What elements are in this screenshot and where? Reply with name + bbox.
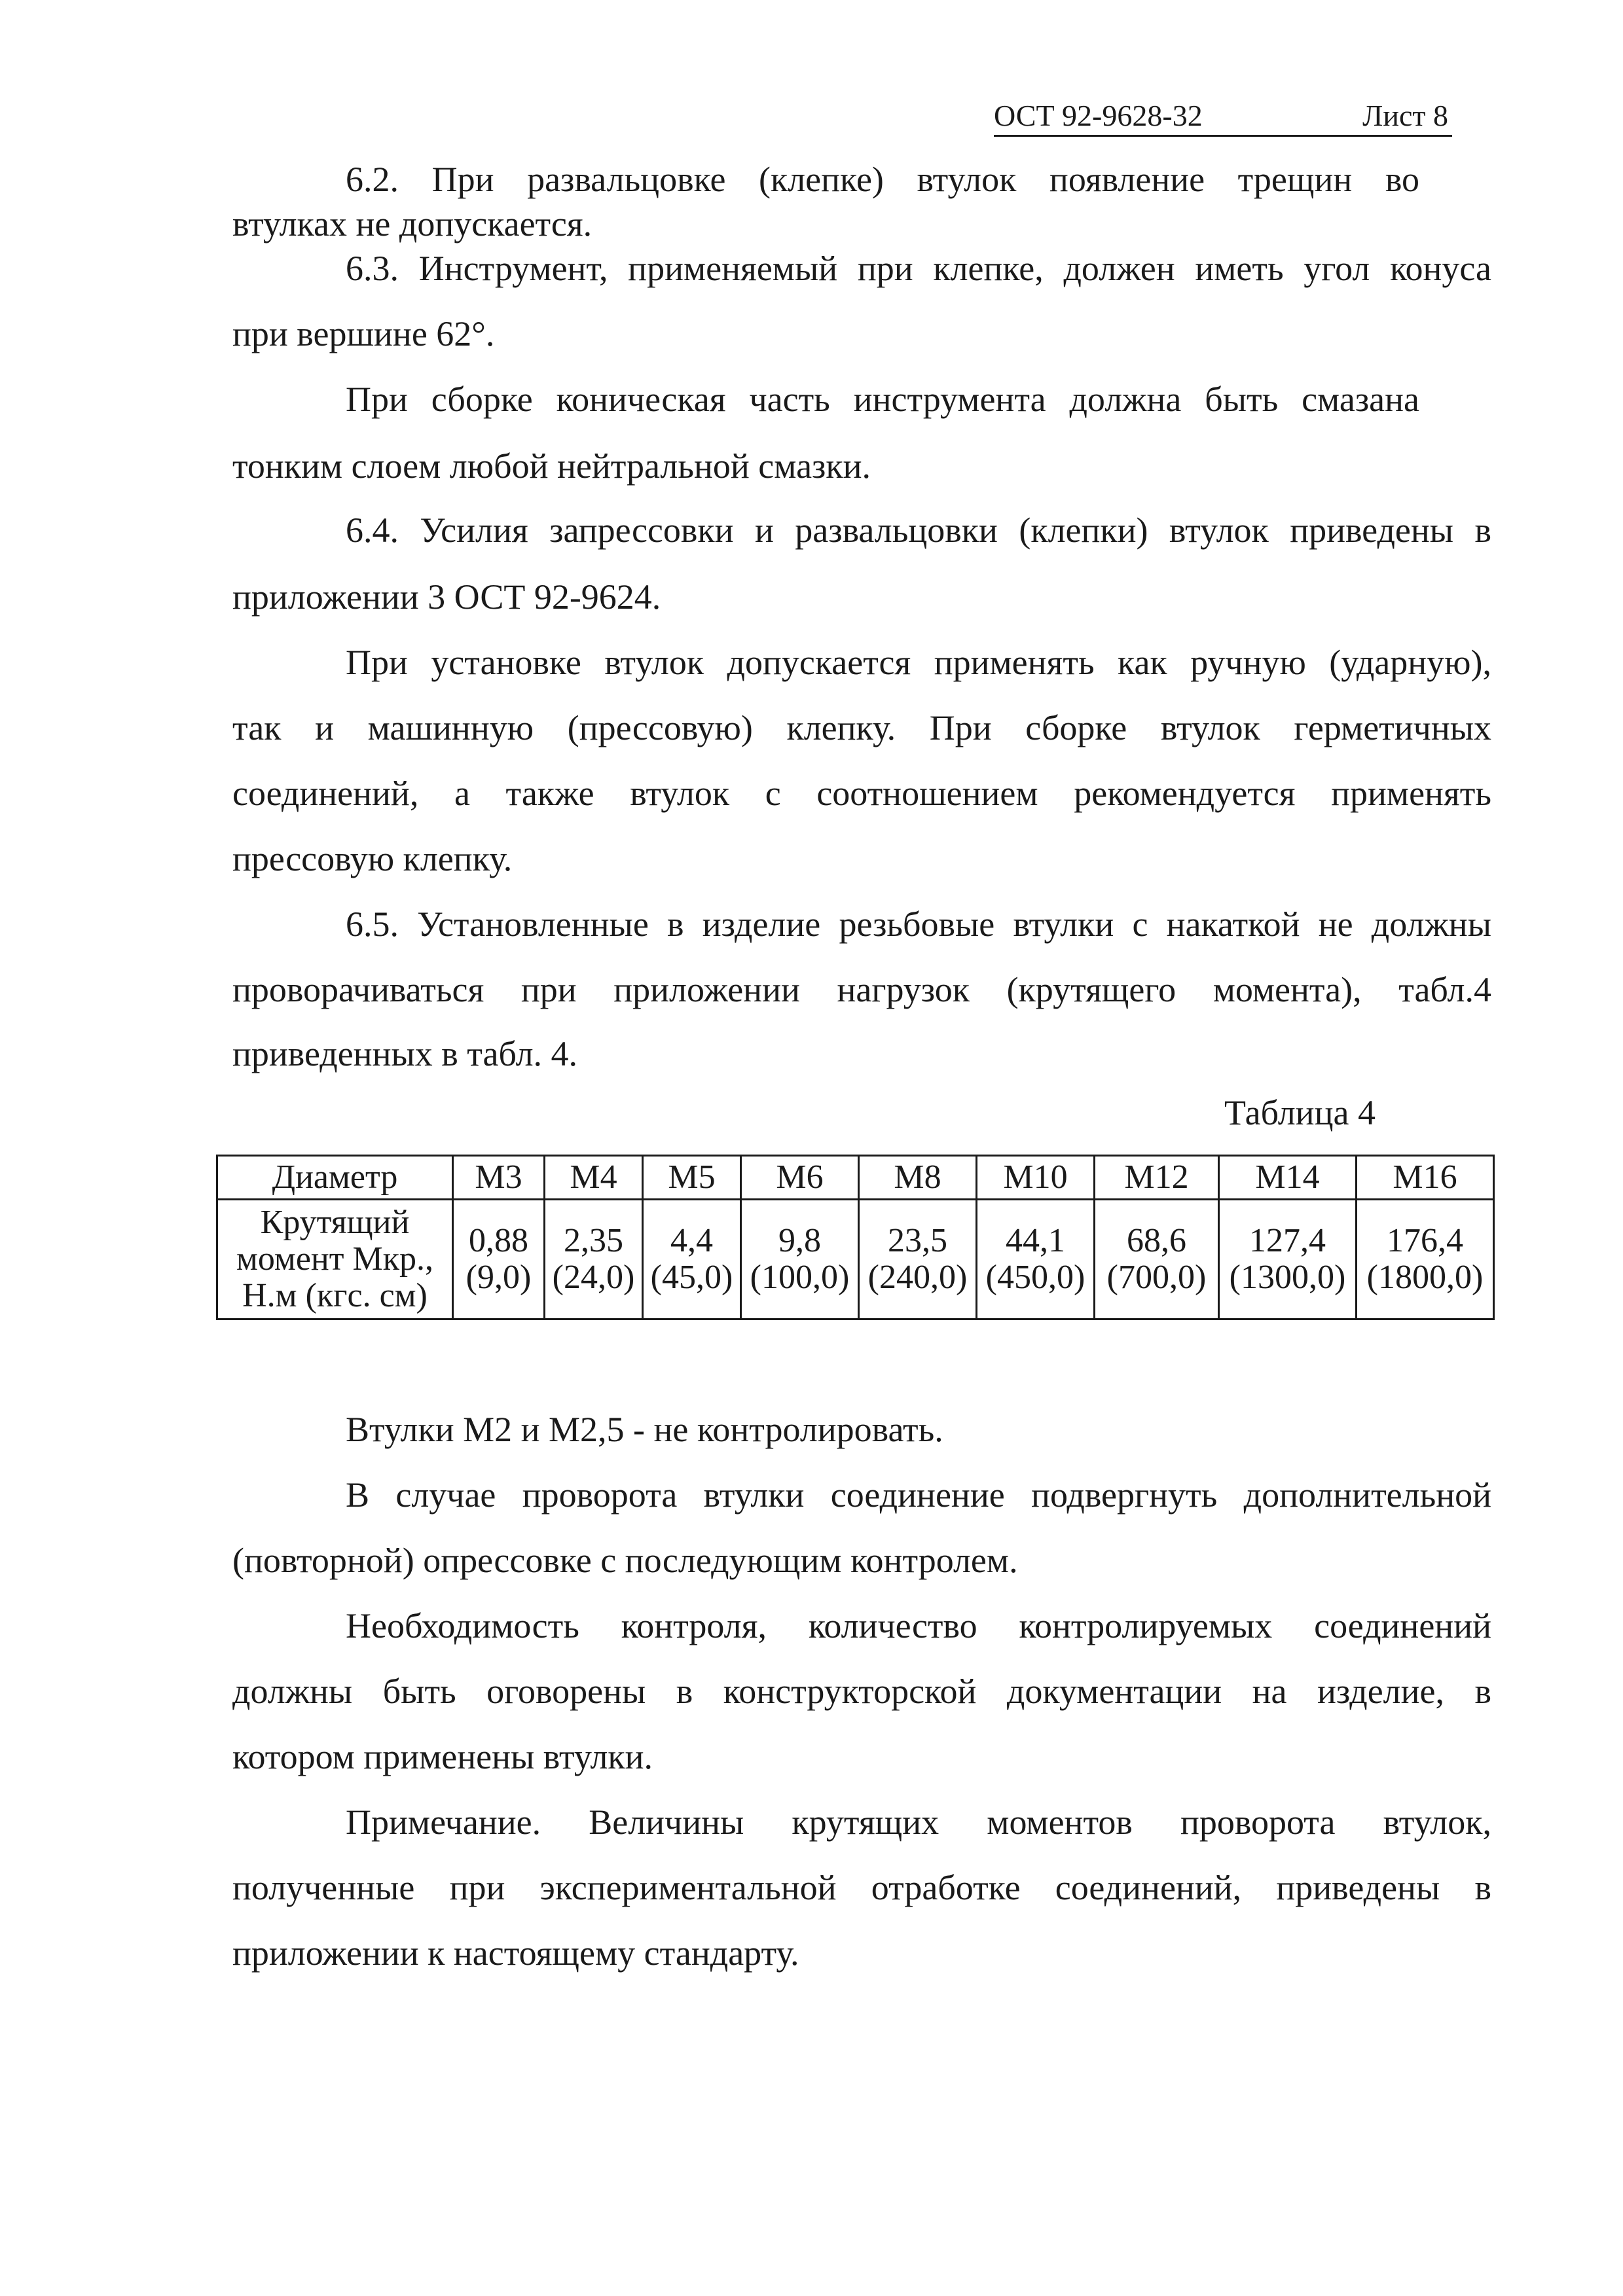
table-row-diameter [217, 1156, 1494, 1200]
paragraph-6-5-line-1: 6.5. Установленные в изделие резьбовые втулки с накаткой не должны [346, 905, 1491, 944]
diameter-cell: М3 [453, 1156, 545, 1200]
paragraph-6-2-line-1: 6.2. При развальцовке (клепке) втулок появление трещин во [346, 160, 1419, 199]
paragraph-6-4b-line-2: так и машинную (прессовую) клепку. При сборке втулок герметичных [232, 708, 1491, 747]
paragraph-6-3-line-2: при вершине 62°. [232, 314, 495, 353]
torque-kgf: (9,0) [465, 1259, 532, 1296]
torque-nm: 23,5 [888, 1222, 947, 1259]
paragraph-after-3-line-1: Необходимость контроля, количество контролируемых соединений [346, 1606, 1491, 1645]
torque-kgf: (45,0) [650, 1259, 733, 1296]
torque-cell [859, 1200, 977, 1319]
diameter-cell: М16 [1357, 1156, 1494, 1200]
row-label-torque [217, 1200, 453, 1319]
paragraph-6-4b-line-3: соединений, а также втулок с соотношением рекомендуется применять [232, 774, 1491, 813]
torque-cell [1219, 1200, 1357, 1319]
torque-cell [977, 1200, 1095, 1319]
paragraph-after-3-line-3: котором применены втулки. [232, 1737, 653, 1776]
torque-kgf: (700,0) [1106, 1259, 1207, 1296]
torque-cell [545, 1200, 643, 1319]
torque-cell [741, 1200, 859, 1319]
page-header [994, 97, 1452, 137]
paragraph-6-3b-line-2: тонким слоем любой нейтральной смазки. [232, 446, 871, 486]
paragraph-after-2-line-1: В случае проворота втулки соединение подвергнуть дополнительной [346, 1475, 1491, 1515]
torque-nm: 68,6 [1127, 1222, 1186, 1259]
torque-nm: 44,1 [1006, 1222, 1065, 1259]
note-line-3: приложении к настоящему стандарту. [232, 1933, 799, 1973]
torque-nm: 127,4 [1249, 1222, 1326, 1259]
diameter-cell: М5 [643, 1156, 741, 1200]
row-label-diameter: Диаметр [217, 1156, 453, 1200]
sheet-number: Лист 8 [1362, 99, 1448, 132]
torque-cell [1095, 1200, 1219, 1319]
paragraph-6-4b-line-1: При установке втулок допускается применять как ручную (ударную), [346, 643, 1491, 682]
paragraph-6-4-line-2: приложении 3 ОСТ 92-9624. [232, 577, 661, 617]
paragraph-6-3b-line-1: При сборке коническая часть инструмента должна быть смазана [346, 380, 1419, 419]
torque-kgf: (100,0) [750, 1259, 850, 1296]
paragraph-6-4b-line-4: прессовую клепку. [232, 839, 513, 878]
diameter-cell: М14 [1219, 1156, 1357, 1200]
diameter-cell: М10 [977, 1156, 1095, 1200]
row-label-torque-line-2: момент Мкр., [236, 1240, 433, 1278]
diameter-cell: М6 [741, 1156, 859, 1200]
torque-cell [1357, 1200, 1494, 1319]
torque-cell [453, 1200, 545, 1319]
paragraph-6-3-line-1: 6.3. Инструмент, применяемый при клепке, должен иметь угол конуса [346, 249, 1491, 288]
note-line-2: полученные при экспериментальной отработке соединений, приведены в [232, 1868, 1491, 1907]
paragraph-after-2-line-2: (повторной) опрессовке с последующим контролем. [232, 1541, 1018, 1580]
document-code: ОСТ 92-9628-32 [994, 99, 1203, 132]
torque-nm: 2,35 [564, 1222, 623, 1259]
torque-table [216, 1155, 1495, 1320]
torque-cell [643, 1200, 741, 1319]
paragraph-6-4-line-1: 6.4. Усилия запрессовки и развальцовки (клепки) втулок приведены в [346, 511, 1491, 550]
paragraph-6-2-line-2: втулках не допускается. [232, 204, 593, 243]
paragraph-6-5-line-3: приведенных в табл. 4. [232, 1034, 578, 1073]
torque-kgf: (450,0) [985, 1259, 1085, 1296]
torque-nm: 176,4 [1387, 1222, 1463, 1259]
diameter-cell: М8 [859, 1156, 977, 1200]
torque-nm: 9,8 [778, 1222, 821, 1259]
table-row-torque [217, 1200, 1494, 1319]
torque-kgf: (240,0) [867, 1259, 968, 1296]
paragraph-after-3-line-2: должны быть оговорены в конструкторской документации на изделие, в [232, 1672, 1491, 1711]
paragraph-after-1-line-1: Втулки М2 и М2,5 - не контролировать. [346, 1410, 943, 1449]
diameter-cell: М4 [545, 1156, 643, 1200]
torque-nm: 4,4 [670, 1222, 713, 1259]
torque-kgf: (1800,0) [1366, 1259, 1484, 1296]
torque-kgf: (1300,0) [1229, 1259, 1346, 1296]
row-label-torque-line-3: Н.м (кгс. см) [242, 1277, 428, 1314]
torque-nm: 0,88 [469, 1222, 528, 1259]
note-line-1: Примечание. Величины крутящих моментов проворота втулок, [346, 1803, 1491, 1842]
diameter-cell: М12 [1095, 1156, 1219, 1200]
torque-kgf: (24,0) [552, 1259, 635, 1296]
paragraph-6-5-line-2: проворачиваться при приложении нагрузок (крутящего момента), табл.4 [232, 970, 1491, 1009]
table-caption: Таблица 4 [1224, 1093, 1376, 1132]
row-label-torque-line-1: Крутящий [260, 1204, 410, 1241]
